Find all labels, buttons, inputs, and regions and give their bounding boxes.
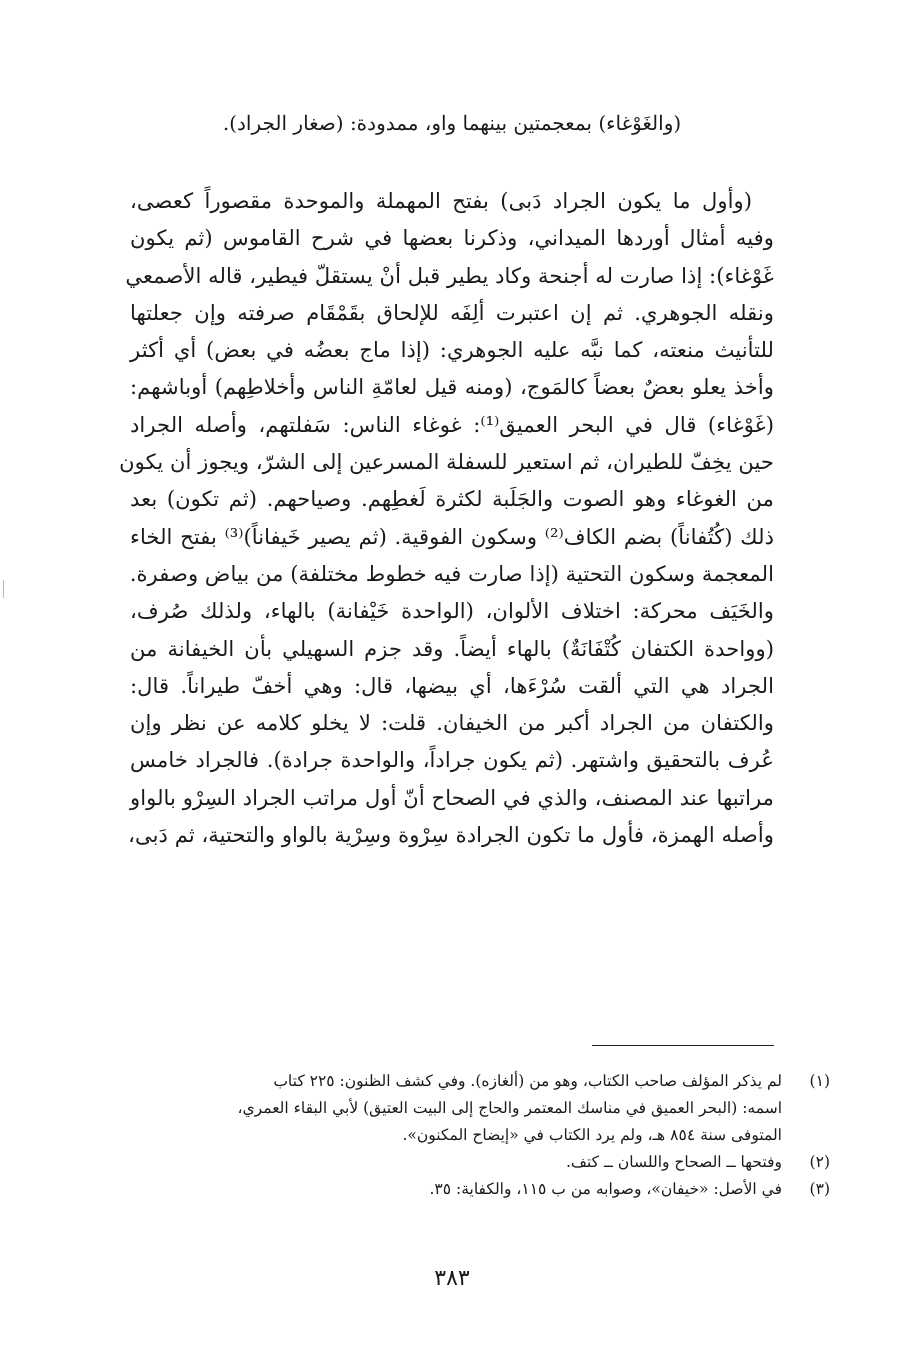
footnote-line: في الأصل: «خيفان»، وصوابه من ب ١١٥، والكفاية: ٣٥. xyxy=(429,1180,782,1198)
margin-mark xyxy=(3,580,4,598)
top-text-line: (والغَوْغاء) بمعجمتين بينهما واو، ممدودة: (صغار الجراد). xyxy=(222,111,682,135)
main-body-text xyxy=(119,182,775,853)
body-line: (غَوْغاء) قال في البحر العميق⁽¹⁾: غوغاء الناس: سَفلتهم، وأصله الجراد xyxy=(130,411,774,437)
body-line: ذلك (كُتُفاناً) بضم الكاف⁽²⁾ وسكون الفوقية. (ثم يصير خَيفاناً)⁽³⁾ بفتح الخاء xyxy=(130,523,775,549)
footnote-1 xyxy=(130,1068,830,1149)
footnote-number: (٢) xyxy=(809,1153,830,1171)
body-line: وأصله الهمزة، فأول ما تكون الجرادة سِرْوة وسِرْية بالواو والتحتية، ثم دَبى، xyxy=(128,822,774,848)
body-line: المعجمة وسكون التحتية (إذا صارت فيه خطوط مختلفة) من بياض وصفرة. xyxy=(129,560,774,586)
footnote-number: (١) xyxy=(809,1072,830,1090)
page-number: ٣٨٣ xyxy=(434,1266,470,1291)
body-line: والكتفان من الجراد أكبر من الخيفان. قلت: لا يخلو كلامه عن نظر وإن xyxy=(130,710,774,736)
body-line: للتأنيث منعته، كما نبَّه عليه الجوهري: (إذا ماج بعضُه في بعض) أي أكثر xyxy=(130,337,774,363)
body-line: عُرف بالتحقيق واشتهر. (ثم يكون جراداً، والواحدة جرادة). فالجراد خامس xyxy=(130,747,774,773)
body-line: (وواحدة الكتفان كُتْفَانَةٌ) بالهاء أيضاً. وقد جزم السهيلي بأن الخيفانة من xyxy=(130,635,774,661)
body-line: مراتبها عند المصنف، والذي في الصحاح أنّ أول مراتب الجراد السِرْو بالواو xyxy=(130,784,774,810)
footnote-3 xyxy=(130,1176,830,1203)
footnote-line: لم يذكر المؤلف صاحب الكتاب، وهو من (ألغازه). وفي كشف الظنون: ٢٢٥ كتاب xyxy=(273,1072,782,1090)
body-line: من الغوغاء وهو الصوت والجَلَبة لكثرة لَغطِهم. وصياحهم. (ثم تكون) بعد xyxy=(130,486,774,512)
body-line: (وأول ما يكون الجراد دَبى) بفتح المهملة والموحدة مقصوراً كعصى، xyxy=(130,188,752,213)
body-line: وفيه أمثال أوردها الميداني، وذكرنا بعضها في شرح القاموس (ثم يكون xyxy=(130,225,774,251)
footnotes xyxy=(130,1068,830,1203)
footnote-line: المتوفى سنة ٨٥٤ هـ، ولم يرد الكتاب في «إيضاح المكنون». xyxy=(402,1126,782,1144)
body-line: حين يخِفّ للطيران، ثم استعير للسفلة المسرعين إلى الشرّ، ويجوز أن يكون xyxy=(119,449,774,475)
body-line: الجراد هي التي ألقت سُرْءَها، أي بيضها، قال: وهي أخفّ طيراناً. قال: xyxy=(130,672,774,698)
footnote-2 xyxy=(130,1149,830,1176)
body-line: غَوْغاء): إذا صارت له أجنحة وكاد يطير قبل أنْ يستقلّ فيطير، قاله الأصمعي xyxy=(125,262,774,288)
body-line: ونقله الجوهري. ثم إن اعتبرت ألِفَه للإلحاق بقَمْقَام صرفته وإن جعلتها xyxy=(130,299,774,325)
footnote-separator xyxy=(592,1045,774,1046)
footnote-line: اسمه: (البحر العميق في مناسك المعتمر والحاج إلى البيت العتيق) لأبي البقاء العمري، xyxy=(237,1099,782,1117)
body-line: والخَيَف محركة: اختلاف الألوان، (الواحدة خَيْفانة) بالهاء، ولذلك صُرف، xyxy=(130,598,774,624)
body-line: وأخذ يعلو بعضٌ بعضاً كالمَوج، (ومنه قيل لعامّةِ الناس وأخلاطِهم) أوباشهم: xyxy=(130,374,774,400)
footnote-number: (٣) xyxy=(809,1180,830,1198)
footnote-line: وفتحها ــ الصحاح واللسان ــ كتف. xyxy=(565,1153,782,1171)
